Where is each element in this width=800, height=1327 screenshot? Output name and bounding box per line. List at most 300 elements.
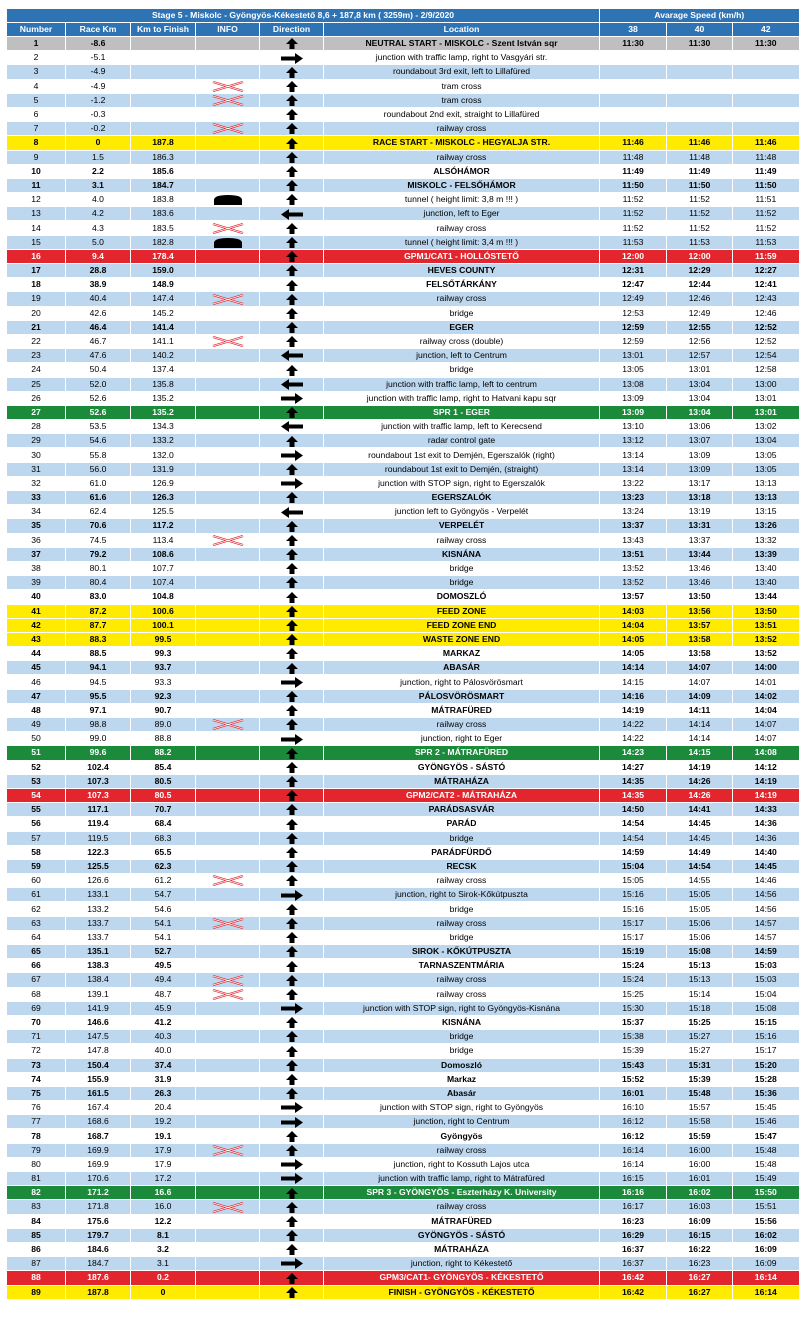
direction [260,136,324,150]
km-to-finish: 100.1 [131,618,196,632]
table-row [7,476,799,490]
location: tunnel ( height limit: 3,4 m !!! ) [324,235,600,249]
race-km: 171.2 [66,1186,131,1200]
arrow-straight-icon [286,265,298,276]
row-number: 42 [7,618,66,632]
row-number: 43 [7,632,66,646]
km-to-finish: 54.6 [131,902,196,916]
info [196,207,260,221]
col-direction: Direction [260,23,324,37]
time-40: 16:09 [667,1214,733,1228]
time-38: 15:17 [600,916,667,930]
race-km: 139.1 [66,987,131,1001]
location: TARNASZENTMÁRIA [324,959,600,973]
arrow-left-icon [281,507,303,518]
row-number: 33 [7,491,66,505]
race-km: 169.9 [66,1143,131,1157]
time-38: 13:52 [600,576,667,590]
time-42: 11:30 [733,37,799,51]
info [196,1044,260,1058]
info [196,945,260,959]
location: junction with traffic lamp, right to Hatvani kapu sqr [324,391,600,405]
direction [260,164,324,178]
time-42: 11:52 [733,221,799,235]
arrow-straight-icon [286,861,298,872]
table-row [7,803,799,817]
race-km: 168.6 [66,1115,131,1129]
time-42: 12:27 [733,264,799,278]
arrow-straight-icon [286,1017,298,1028]
time-42: 16:09 [733,1257,799,1271]
table-row [7,1115,799,1129]
direction [260,150,324,164]
race-km: 56.0 [66,462,131,476]
time-42: 14:45 [733,859,799,873]
km-to-finish [131,107,196,121]
km-to-finish: 186.3 [131,150,196,164]
title-row [7,9,799,23]
direction [260,1186,324,1200]
location: PARÁDSASVÁR [324,803,600,817]
time-42: 15:03 [733,973,799,987]
info [196,576,260,590]
arrow-right-icon [281,478,303,489]
arrow-right-icon [281,1003,303,1014]
time-38: 16:37 [600,1257,667,1271]
table-row [7,434,799,448]
race-km: 1.5 [66,150,131,164]
table-row [7,1129,799,1143]
km-to-finish: 187.8 [131,136,196,150]
time-38: 16:12 [600,1129,667,1143]
time-42: 13:01 [733,391,799,405]
time-40: 15:18 [667,1001,733,1015]
km-to-finish: 93.7 [131,661,196,675]
race-km: 50.4 [66,363,131,377]
race-km: 88.5 [66,647,131,661]
info [196,1001,260,1015]
km-to-finish [131,65,196,79]
km-to-finish: 145.2 [131,306,196,320]
location: tram cross [324,93,600,107]
time-42: 13:13 [733,476,799,490]
table-row [7,1172,799,1186]
table-row [7,561,799,575]
km-to-finish: 70.7 [131,803,196,817]
time-40: 13:09 [667,462,733,476]
arrow-right-icon [281,450,303,461]
table-row [7,1058,799,1072]
km-to-finish: 184.7 [131,178,196,192]
arrow-straight-icon [286,251,298,262]
arrow-straight-icon [286,961,298,972]
location: radar control gate [324,434,600,448]
direction [260,561,324,575]
table-row [7,51,799,65]
row-number: 20 [7,306,66,320]
railway-cross-icon [211,989,245,1000]
direction [260,732,324,746]
location: railway cross [324,150,600,164]
railway-cross-icon [211,535,245,546]
km-to-finish: 140.2 [131,349,196,363]
race-km: 133.2 [66,902,131,916]
time-38: 14:04 [600,618,667,632]
km-to-finish [131,51,196,65]
time-42: 14:07 [733,718,799,732]
info [196,1157,260,1171]
info [196,519,260,533]
race-km: 53.5 [66,420,131,434]
race-km: 141.9 [66,1001,131,1015]
row-number: 64 [7,930,66,944]
row-number: 24 [7,363,66,377]
railway-cross-icon [211,918,245,929]
row-number: 19 [7,292,66,306]
km-to-finish: 182.8 [131,235,196,249]
time-40: 13:19 [667,505,733,519]
location: junction, right to Pálosvörösmart [324,675,600,689]
time-42: 15:46 [733,1115,799,1129]
location: railway cross [324,1143,600,1157]
info [196,1214,260,1228]
arrow-straight-icon [286,1046,298,1057]
race-km: 170.6 [66,1172,131,1186]
info [196,916,260,930]
col-info: INFO [196,23,260,37]
col-speed-42: 42 [733,23,799,37]
time-38: 12:31 [600,264,667,278]
time-40: 11:50 [667,178,733,192]
arrow-straight-icon [286,705,298,716]
table-row [7,746,799,760]
info [196,760,260,774]
race-km: 107.3 [66,774,131,788]
location: PÁLOSVÖRÖSMART [324,689,600,703]
time-42: 15:45 [733,1101,799,1115]
row-number: 6 [7,107,66,121]
km-to-finish: 40.0 [131,1044,196,1058]
time-38: 11:52 [600,221,667,235]
time-42: 11:53 [733,235,799,249]
info [196,264,260,278]
race-km: 62.4 [66,505,131,519]
row-number: 84 [7,1214,66,1228]
time-42: 14:19 [733,788,799,802]
time-40: 13:17 [667,476,733,490]
table-row [7,292,799,306]
info [196,1030,260,1044]
direction [260,1101,324,1115]
time-38 [600,79,667,93]
time-40: 13:46 [667,561,733,575]
row-number: 34 [7,505,66,519]
table-row [7,590,799,604]
race-km: 98.8 [66,718,131,732]
arrow-straight-icon [286,152,298,163]
arrow-left-icon [281,379,303,390]
info [196,845,260,859]
time-38: 12:49 [600,292,667,306]
time-42: 13:50 [733,604,799,618]
table-row [7,661,799,675]
direction [260,788,324,802]
race-km: 169.9 [66,1157,131,1171]
table-row [7,235,799,249]
arrow-straight-icon [286,1216,298,1227]
time-42: 15:20 [733,1058,799,1072]
time-42: 14:46 [733,874,799,888]
table-row [7,533,799,547]
arrow-straight-icon [286,592,298,603]
time-40: 14:11 [667,703,733,717]
location: junction, left to Centrum [324,349,600,363]
arrow-straight-icon [286,521,298,532]
table-row [7,987,799,1001]
time-38: 13:51 [600,547,667,561]
km-to-finish: 3.2 [131,1242,196,1256]
row-number: 52 [7,760,66,774]
time-40: 14:07 [667,661,733,675]
column-header-row [7,23,799,37]
time-40: 13:56 [667,604,733,618]
time-40: 13:01 [667,363,733,377]
race-km: 80.4 [66,576,131,590]
info [196,561,260,575]
km-to-finish [131,37,196,51]
direction [260,675,324,689]
row-number: 88 [7,1271,66,1285]
km-to-finish: 183.6 [131,207,196,221]
row-number: 38 [7,561,66,575]
arrow-straight-icon [286,606,298,617]
location: roundabout 1st exit to Demjén, Egerszalók (right) [324,448,600,462]
time-40: 14:15 [667,746,733,760]
time-42: 13:13 [733,491,799,505]
arrow-straight-icon [286,946,298,957]
info [196,987,260,1001]
info [196,590,260,604]
row-number: 87 [7,1257,66,1271]
direction [260,235,324,249]
time-42: 11:49 [733,164,799,178]
info [196,718,260,732]
table-row [7,37,799,51]
race-km: 147.8 [66,1044,131,1058]
time-38: 15:04 [600,859,667,873]
time-42: 11:52 [733,207,799,221]
info [196,930,260,944]
railway-cross-icon [211,875,245,886]
direction [260,987,324,1001]
info [196,1058,260,1072]
race-km: 70.6 [66,519,131,533]
table-row [7,647,799,661]
direction [260,1058,324,1072]
arrow-straight-icon [286,1131,298,1142]
direction [260,760,324,774]
info [196,79,260,93]
row-number: 10 [7,164,66,178]
location: Abasár [324,1086,600,1100]
km-to-finish: 0 [131,1285,196,1299]
direction [260,604,324,618]
race-km: 88.3 [66,632,131,646]
race-km: 102.4 [66,760,131,774]
time-40: 15:06 [667,930,733,944]
race-km: 146.6 [66,1015,131,1029]
time-38: 15:37 [600,1015,667,1029]
row-number: 75 [7,1086,66,1100]
location: PARÁD [324,817,600,831]
time-40: 15:39 [667,1072,733,1086]
time-42: 15:16 [733,1030,799,1044]
km-to-finish [131,93,196,107]
direction [260,618,324,632]
km-to-finish: 108.6 [131,547,196,561]
time-38: 14:03 [600,604,667,618]
km-to-finish: 62.3 [131,859,196,873]
table-row [7,278,799,292]
direction [260,405,324,419]
time-38: 15:25 [600,987,667,1001]
time-42: 15:03 [733,959,799,973]
location: railway cross [324,987,600,1001]
race-km: 184.6 [66,1242,131,1256]
time-40: 13:06 [667,420,733,434]
arrow-straight-icon [286,1188,298,1199]
race-km: 138.4 [66,973,131,987]
race-km: 161.5 [66,1086,131,1100]
table-row [7,391,799,405]
time-38: 16:42 [600,1271,667,1285]
table-row [7,1157,799,1171]
row-number: 8 [7,136,66,150]
location: WASTE ZONE END [324,632,600,646]
railway-cross-icon [211,123,245,134]
arrow-straight-icon [286,577,298,588]
arrow-right-icon [281,1258,303,1269]
direction [260,420,324,434]
direction [260,1172,324,1186]
arrow-straight-icon [286,180,298,191]
location: railway cross [324,973,600,987]
info [196,618,260,632]
direction [260,533,324,547]
info [196,65,260,79]
table-row [7,973,799,987]
race-km: 122.3 [66,845,131,859]
tunnel-icon [213,194,243,205]
km-to-finish: 131.9 [131,462,196,476]
location: railway cross [324,1200,600,1214]
time-40: 16:22 [667,1242,733,1256]
race-km: 61.0 [66,476,131,490]
info [196,1086,260,1100]
time-40: 15:57 [667,1101,733,1115]
arrow-straight-icon [286,407,298,418]
row-number: 51 [7,746,66,760]
location: junction, left to Eger [324,207,600,221]
time-38: 12:00 [600,249,667,263]
direction [260,292,324,306]
direction [260,221,324,235]
arrow-left-icon [281,350,303,361]
time-40: 13:09 [667,448,733,462]
time-42: 14:19 [733,774,799,788]
row-number: 76 [7,1101,66,1115]
info [196,774,260,788]
info [196,37,260,51]
time-42: 14:02 [733,689,799,703]
col-race-km: Race Km [66,23,131,37]
location: FELSŐTÁRKÁNY [324,278,600,292]
race-km: 87.2 [66,604,131,618]
row-number: 9 [7,150,66,164]
time-38: 16:37 [600,1242,667,1256]
table-row [7,831,799,845]
race-km: 4.0 [66,193,131,207]
time-42: 15:15 [733,1015,799,1029]
info [196,1271,260,1285]
row-number: 28 [7,420,66,434]
arrow-straight-icon [286,691,298,702]
row-number: 36 [7,533,66,547]
race-km: 187.8 [66,1285,131,1299]
info [196,1172,260,1186]
info [196,51,260,65]
table-row [7,1242,799,1256]
table-row [7,1001,799,1015]
time-40: 14:14 [667,718,733,732]
race-km: 126.6 [66,874,131,888]
location: SPR 2 - MÁTRAFÜRED [324,746,600,760]
info [196,859,260,873]
arrow-right-icon [281,1117,303,1128]
race-km: 40.4 [66,292,131,306]
race-km: 61.6 [66,491,131,505]
table-row [7,221,799,235]
arrow-straight-icon [286,194,298,205]
time-38: 16:29 [600,1228,667,1242]
time-40: 16:15 [667,1228,733,1242]
time-40: 13:04 [667,405,733,419]
arrow-straight-icon [286,819,298,830]
time-42: 15:47 [733,1129,799,1143]
info [196,1072,260,1086]
row-number: 47 [7,689,66,703]
location: DOMOSZLÓ [324,590,600,604]
location: RECSK [324,859,600,873]
km-to-finish: 147.4 [131,292,196,306]
time-38: 14:14 [600,661,667,675]
row-number: 14 [7,221,66,235]
km-to-finish: 104.8 [131,590,196,604]
direction [260,845,324,859]
time-38: 14:54 [600,817,667,831]
location: bridge [324,831,600,845]
time-40: 15:05 [667,902,733,916]
time-40: 15:05 [667,888,733,902]
location: bridge [324,1030,600,1044]
table-row [7,249,799,263]
direction [260,661,324,675]
row-number: 46 [7,675,66,689]
time-38: 13:14 [600,462,667,476]
time-40: 13:57 [667,618,733,632]
table-row [7,703,799,717]
race-km: 95.5 [66,689,131,703]
